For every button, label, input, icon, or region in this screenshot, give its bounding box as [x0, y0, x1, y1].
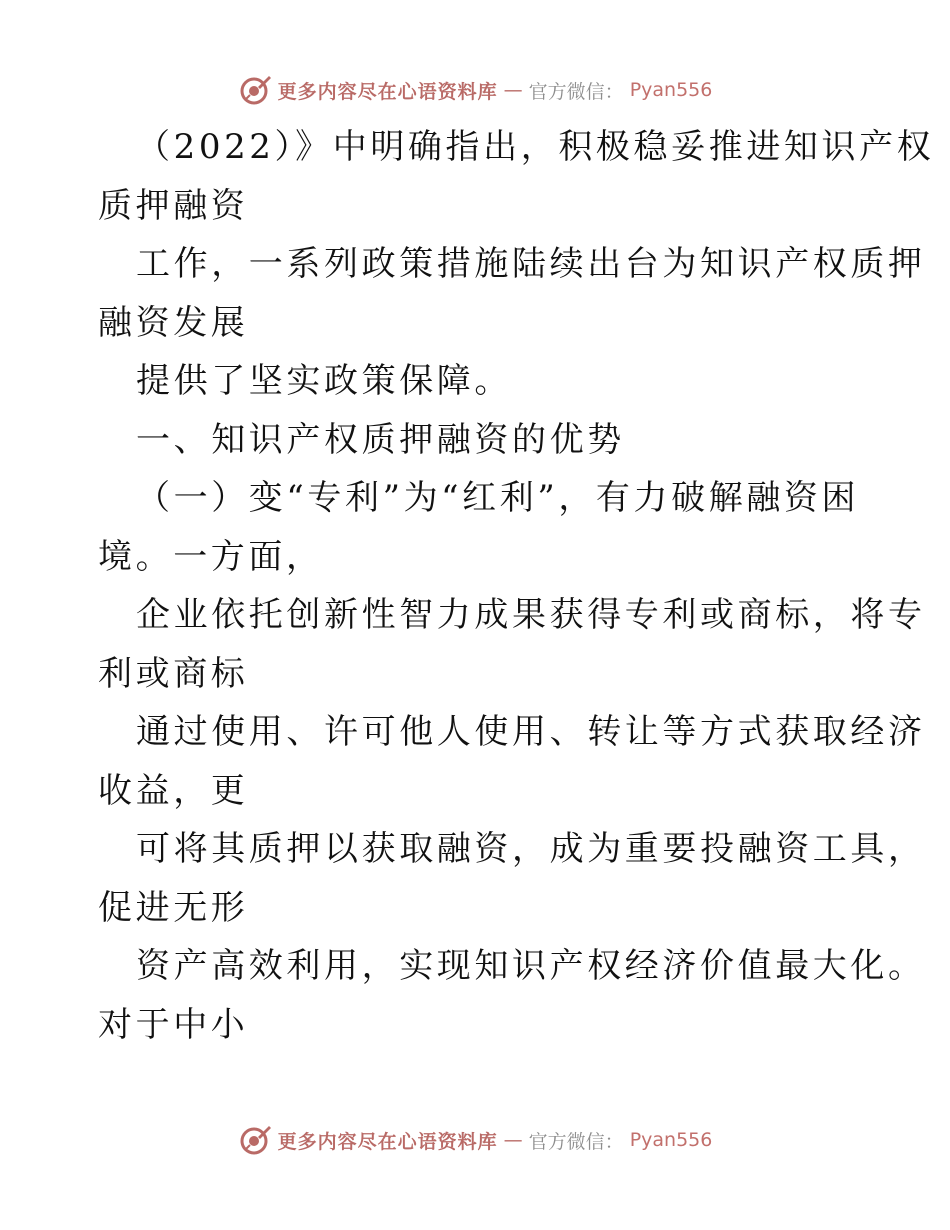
text-line: 利或商标 [98, 653, 249, 694]
watermark-site-text: 更多内容尽在心语资料库 [277, 1130, 498, 1153]
text-line: 提供了坚实政策保障。 [136, 361, 512, 401]
text-line: 融资发展 [98, 302, 249, 343]
watermark-site-text: 更多内容尽在心语资料库 [277, 80, 498, 103]
text-line: 对于中小 [98, 1004, 249, 1045]
text-line: 资产高效利用，实现知识产权经济价值最大化。 [136, 946, 926, 986]
watermark-contact-label: 官方微信： [528, 80, 624, 103]
text-line: 质押融资 [98, 185, 249, 226]
text-line: （2022）》中明确指出，积极稳妥推进知识产权 [136, 127, 935, 167]
watermark-dash: — [503, 1129, 523, 1151]
text-line: 企业依托创新性智力成果获得专利或商标，将专 [136, 595, 926, 635]
watermark-contact-id: Pyan556 [629, 79, 713, 101]
quill-seal-icon [238, 73, 272, 107]
section-heading: 一、知识产权质押融资的优势 [136, 419, 625, 460]
text-line: 工作，一系列政策措施陆续出台为知识产权质押 [136, 244, 926, 284]
text-line: 通过使用、许可他人使用、转让等方式获取经济 [136, 712, 926, 752]
text-line: 境。一方面， [98, 536, 324, 577]
document-body [98, 118, 935, 1054]
text-line: 促进无形 [98, 887, 249, 928]
quill-seal-icon [238, 1123, 272, 1157]
header-watermark [0, 70, 950, 110]
watermark-contact-label: 官方微信： [528, 1130, 624, 1153]
watermark-contact-id: Pyan556 [629, 1129, 713, 1151]
subsection-heading: （一）变“专利”为“红利”，有力破解融资困 [136, 478, 860, 518]
footer-watermark [0, 1120, 950, 1160]
watermark-dash: — [503, 79, 523, 101]
text-line: 收益，更 [98, 770, 249, 811]
text-line: 可将其质押以获取融资，成为重要投融资工具， [136, 829, 926, 869]
